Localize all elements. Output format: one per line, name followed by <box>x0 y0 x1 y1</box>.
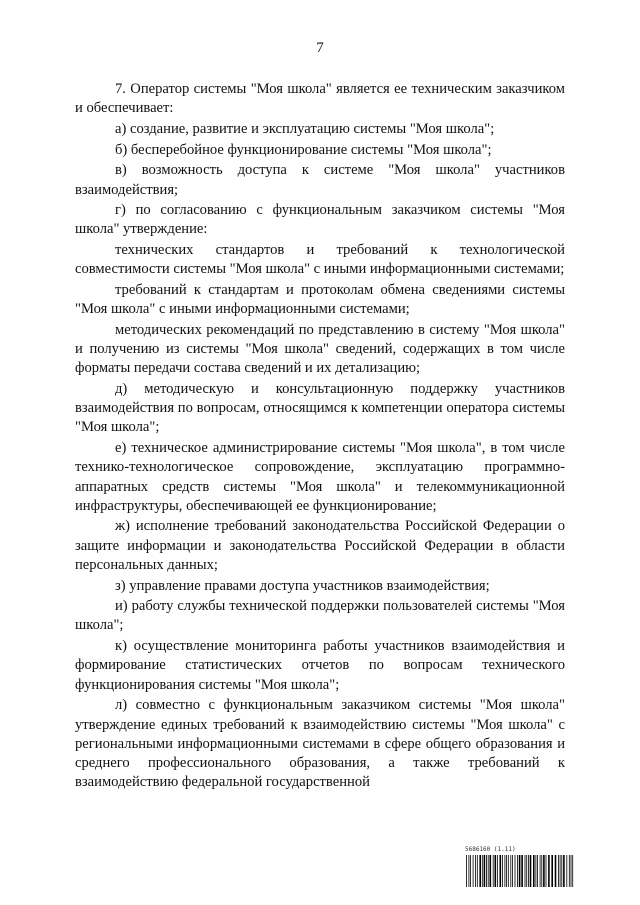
paragraph-standards: технических стандартов и требований к технологической совместимости системы "Моя школа" с иными информационными системами; <box>75 242 565 278</box>
document-body <box>75 80 565 794</box>
barcode-icon <box>465 855 575 887</box>
paragraph-subitem-d: д) методическую и консультационную поддержку участников взаимодействия по вопросам, относящимся к компетенции оператора системы "Моя школа"; <box>75 381 565 436</box>
barcode-block <box>465 846 575 894</box>
paragraph-subitem-v: в) возможность доступа к системе "Моя школа" участников взаимодействия; <box>75 162 565 198</box>
page-number: 7 <box>316 40 324 56</box>
paragraph-subitem-e: е) техническое администрирование системы "Моя школа", в том числе технико-технологическое сопровождение, эксплуатацию программно-аппаратных средств системы "Моя школа" и телекоммуникационной инфраструктуры, обеспечивающей ее функционирование; <box>75 440 565 514</box>
paragraph-subitem-a: а) создание, развитие и эксплуатацию системы "Моя школа"; <box>115 120 495 137</box>
paragraph-recommendations: методических рекомендаций по представлению в систему "Моя школа" и получению из системы "Моя школа" сведений, содержащих в том числе форматы передачи состава сведений и их детализацию; <box>75 321 565 377</box>
paragraph-subitem-k: к) осуществление мониторинга работы участников взаимодействия и формирование статистических отчетов по вопросам технического функционирования системы "Моя школа"; <box>75 638 565 693</box>
paragraph-subitem-z: з) управление правами доступа участников взаимодействия; <box>115 577 490 594</box>
paragraph-item-7: 7. Оператор системы "Моя школа" является ее техническим заказчиком и обеспечивает: <box>75 81 565 117</box>
barcode-caption: 5686160 (1.11) <box>465 846 516 853</box>
paragraph-subitem-b: б) бесперебойное функционирование системы "Моя школа"; <box>115 141 492 158</box>
paragraph-subitem-i: и) работу службы технической поддержки пользователей системы "Моя школа"; <box>75 598 565 634</box>
paragraph-subitem-zh: ж) исполнение требований законодательства Российской Федерации о защите информации и законодательства Российской Федерации в области персональных данных; <box>75 518 565 573</box>
paragraph-subitem-l: л) совместно с функциональным заказчиком системы "Моя школа" утверждение единых требований к взаимодействию системы "Моя школа" с региональными информационными системами в сфере общего образования и среднего профессионального образования, а также требований к взаимодействию федеральной государственной <box>75 697 565 791</box>
paragraph-subitem-g: г) по согласованию с функциональным заказчиком системы "Моя школа" утверждение: <box>75 202 565 238</box>
paragraph-protocols: требований к стандартам и протоколам обмена сведениями системы "Моя школа" с иными информационными системами; <box>75 282 565 318</box>
